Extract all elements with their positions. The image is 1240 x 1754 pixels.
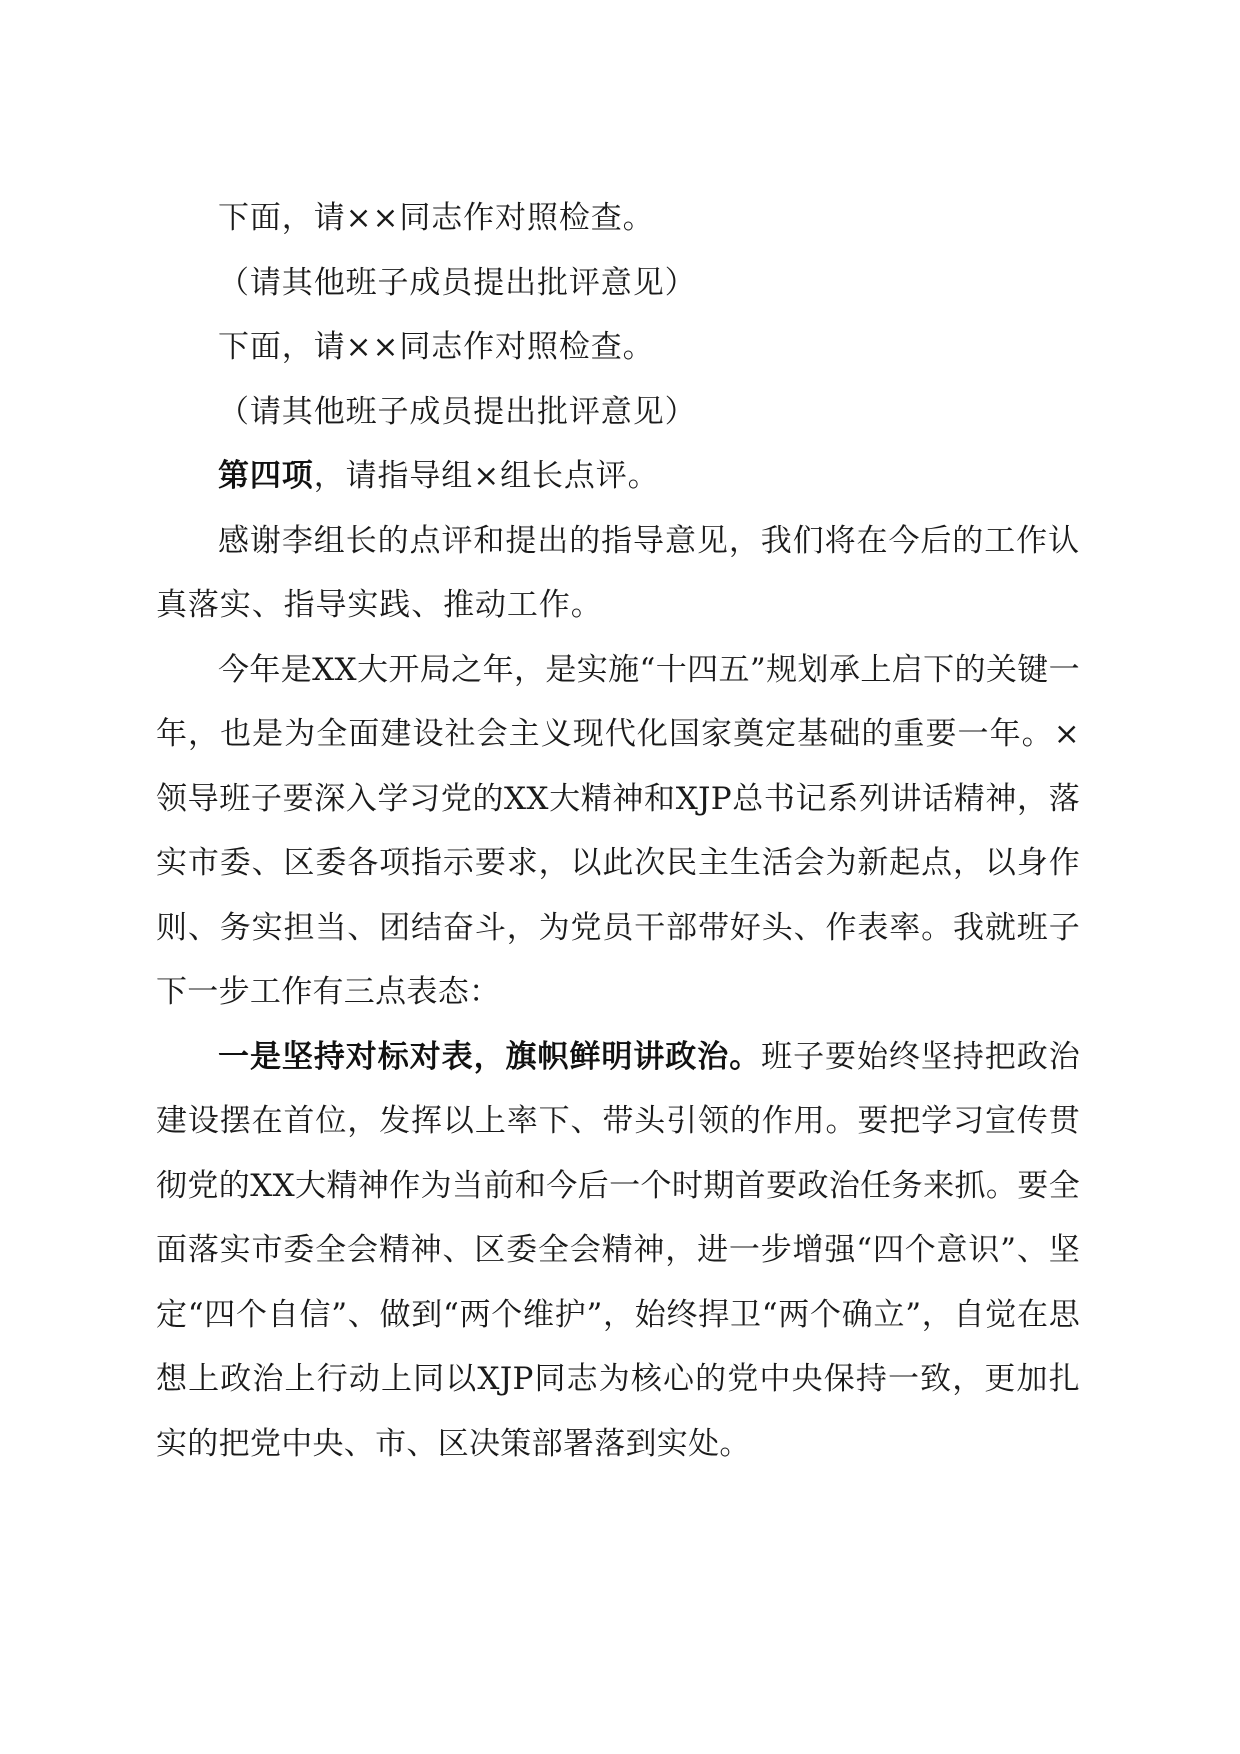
paragraph-item-four [156,444,1080,509]
document-body [156,186,1080,1476]
paragraph-text: （请其他班子成员提出批评意见） [218,393,697,430]
item-four-heading: 第四项 [218,458,314,494]
paragraph-text: 今年是XX大开局之年，是实施“十四五”规划承上启下的关键一年，也是为全面建设社会主义现代化国家奠定基础的重要一年。×领导班子要深入学习党的XX大精神和XJP总书记系列讲话精神，落实市委、区委各项指示要求，以此次民主生活会为新起点，以身作则、务实担当、团结奋斗，为党员干部带好头、作表率。我就班子下一步工作有三点表态： [156,651,1080,1010]
point-one-heading: 一是坚持对标对表，旗帜鲜明讲政治。 [218,1038,762,1075]
paragraph-text: 下面，请××同志作对照检查。 [218,200,655,236]
paragraph-text: （请其他班子成员提出批评意见） [218,264,697,301]
paragraph-thanks [156,509,1080,638]
paragraph-point-one [156,1025,1080,1477]
paragraph-text: ，请指导组×组长点评。 [313,458,660,494]
paragraph-this-year [156,638,1080,1025]
paragraph-criticism-note-2 [156,380,1080,445]
paragraph-text: 感谢李组长的点评和提出的指导意见，我们将在今后的工作认真落实、指导实践、推动工作。 [156,522,1080,623]
paragraph-text: 下面，请××同志作对照检查。 [218,329,655,365]
paragraph-inspection-1 [156,186,1080,251]
paragraph-criticism-note-1 [156,251,1080,316]
paragraph-inspection-2 [156,315,1080,380]
paragraph-text: 班子要始终坚持把政治建设摆在首位，发挥以上率下、带头引领的作用。要把学习宣传贯彻党的XX大精神作为当前和今后一个时期首要政治任务来抓。要全面落实市委全会精神、区委全会精神，进一步增强“四个意识”、坚定“四个自信”、做到“两个维护”，始终捍卫“两个确立”，自觉在思想上政治上行动上同以XJP同志为核心的党中央保持一致，更加扎实的把党中央、市、区决策部署落到实处。 [156,1038,1081,1462]
